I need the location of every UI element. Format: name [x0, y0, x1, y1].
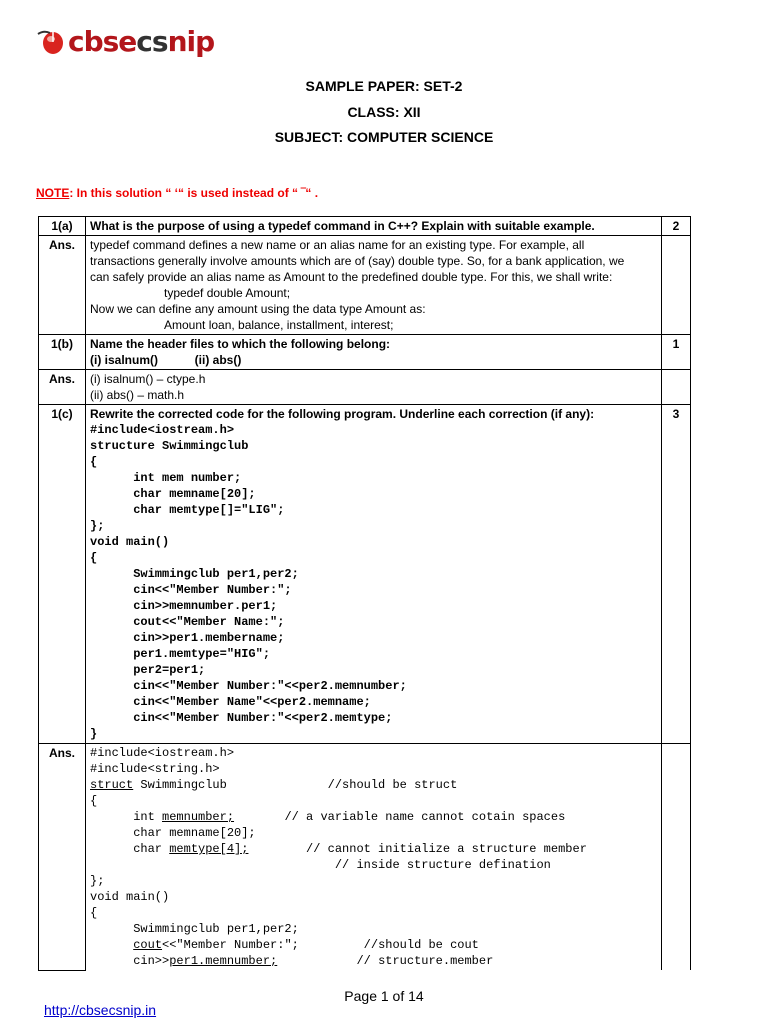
question-table — [38, 216, 691, 971]
paper-title: SAMPLE PAPER: SET-2 — [305, 78, 463, 94]
table-row — [39, 744, 691, 971]
question-text: Rewrite the corrected code for the following program. Underline each correction (if any): #include<iostream.h> structure Swimmingclub { int mem number; char memname[20]; char memtype[]="LIG"; }; void main() { Swimmingclub per1,per2; cin<<"Member Number:"; cin>>memnumber.per1; cout<<"Member Name:"; cin>>per1.membername; per1.memtype="HIG"; per2=per1; cin<<"Member Number:"<<per2.memnumber; cin<<"Member Name"<<per2.memname; cin<<"Member Number:"<<per2.memtype; } — [86, 405, 662, 744]
question-text: Name the header files to which the following belong: (i) isalnum() (ii) abs() — [86, 335, 662, 370]
solution-note: NOTE: In this solution “ ‘“ is used instead of “ ‾“ . — [36, 186, 319, 200]
site-logo — [36, 24, 214, 58]
answer-label: Ans. — [39, 370, 86, 405]
mouse-logo-icon — [36, 26, 66, 56]
question-marks: 2 — [662, 217, 691, 236]
question-marks: 1 — [662, 335, 691, 370]
code-block: #include<iostream.h> structure Swimmingclub { int mem number; char memname[20]; char memtype[]="LIG"; }; void main() { Swimmingclub per1,per2; cin<<"Member Number:"; cin>>memnumber.per1; cout<<"Member Name:"; cin>>per1.membername; per1.memtype="HIG"; per2=per1; cin<<"Member Number:"<<per2.memnumber; cin<<"Member Name"<<per2.memname; cin<<"Member Number:"<<per2.memtype; } — [90, 423, 407, 741]
table-row — [39, 370, 691, 405]
subject-label: SUBJECT: COMPUTER SCIENCE — [274, 129, 494, 145]
question-text: What is the purpose of using a typedef command in C++? Explain with suitable example. — [86, 217, 662, 236]
question-marks: 3 — [662, 405, 691, 744]
table-row — [39, 217, 691, 236]
question-number: 1(c) — [39, 405, 86, 744]
logo-text: cbsecsnip — [68, 24, 215, 58]
question-number: 1(a) — [39, 217, 86, 236]
code-block: #include<iostream.h> #include<string.h> struct Swimmingclub //should be struct { int memnumber; // a variable name cannot cotain spaces char memname[20]; char memtype[4]; // cannot initialize a structure member // inside structure defination }; void main() { Swimmingclub per1,per2; cout<<"Member Number:"; //should be cout cin>>per1.memnumber; // structure.member — [90, 746, 587, 968]
table-row — [39, 405, 691, 744]
table-row — [39, 236, 691, 335]
question-number: 1(b) — [39, 335, 86, 370]
answer-text: typedef command defines a new name or an alias name for an existing type. For example, all transactions generally involve amounts which are of (say) double type. So, for a bank application, we can safely provide an alias name as Amount to the predefined double type. For this, we shall write: typedef double Amount; Now we can define any amount using the data type Amount as: Amount loan, balance, installment, interest; — [86, 236, 662, 335]
site-link[interactable]: http://cbsecsnip.in — [44, 1002, 157, 1018]
answer-label: Ans. — [39, 236, 86, 335]
page-number: Page 1 of 14 — [344, 988, 424, 1004]
answer-code — [86, 744, 662, 971]
table-row — [39, 335, 691, 370]
answer-label: Ans. — [39, 744, 86, 971]
answer-text: (i) isalnum() – ctype.h (ii) abs() – math.h — [86, 370, 662, 405]
class-label: CLASS: XII — [347, 104, 421, 120]
